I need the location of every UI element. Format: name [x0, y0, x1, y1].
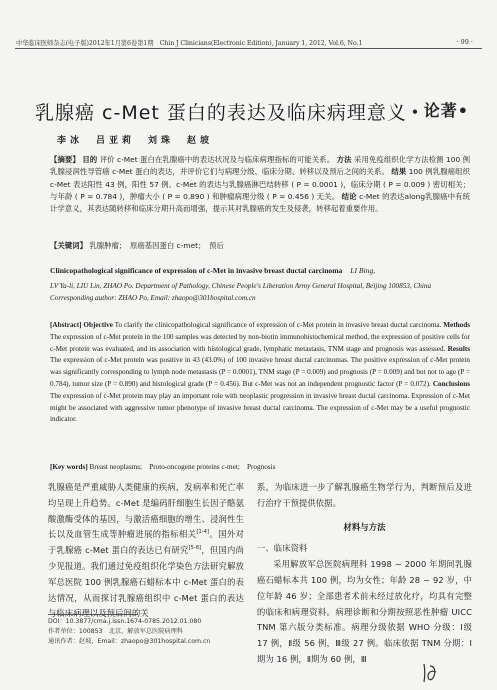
body-left-text-1: 乳腺癌是严重威胁人类健康的疾病，发病率和死亡率均呈现上升趋势。c-Met 是编码肝细胞生长因子酪氨酸激酶受体的基因，与激活癌细胞的增生、浸润性生长以及血管生成等肿瘤进展的指标相关 [48, 482, 244, 540]
journal-header: 中华临床医师杂志(电子版)2012年1月第6卷第1期 Chin J Clinicians(Electronic Edition), January 1, 2012, Vol.6, No.1 [16, 40, 363, 47]
results-text: 100 例乳腺癌组织 c-Met 表达阳性 43 例，阳性 57 例。c-Met 的表达与乳腺癌淋巴结转移 ( P = 0.0001 )，临床分期 ( P = 0.009 ) 密切相关；与年龄 ( P = 0.784 )，肿瘤大小 ( P = 0.890 ) 和肿瘤病理分级 ( P = 0.456 ) 无关。 [50, 167, 470, 201]
en-objective-label: Objective [83, 321, 113, 329]
keywords-label: 【关键词】 [50, 241, 87, 250]
body-left-text-2: 。国外对于乳腺癌 c-Met 蛋白的表达已有研究 [48, 529, 244, 556]
english-corresponding: Corresponding author: ZHAO Po, Email: zhaopo@301hospital.com.cn [50, 294, 256, 302]
methods-text: 采用免疫组织化学方法检测 100 例乳腺浸润性导管癌 c-Met 蛋白的表达，并评价它们与病理分级、临床分期、转移以及预后之间的关系。 [50, 155, 470, 177]
english-abstract [50, 320, 470, 426]
methods-heading: 材料与方法 [343, 521, 386, 532]
english-first-author: LI Bing, [350, 266, 376, 275]
footnote-rule [48, 614, 138, 615]
body-left-text-3: ，但国内尚少见报道。我们通过免疫组织化学染色方法研究解放军总医院 100 例乳腺癌石蜡标本中 c-Met 蛋白的表达情况，从而探讨乳腺癌组织中 c-Met 蛋白的表达与临床病理以及预后间的关 [48, 545, 244, 619]
keywords-text: 乳腺肿瘤； 原癌基因蛋白 c-met； 预后 [89, 241, 224, 250]
conclusion-text: c-Met 的表达along乳腺癌中有统计学意义，其表达随转移和临床分期升高而增强，提示其对乳腺癌的发生及侵袭，转移起着重要作用。 [50, 191, 470, 214]
page-number: · 99 · [456, 38, 473, 46]
english-keywords [50, 462, 275, 472]
english-authors [50, 280, 470, 304]
handwritten-mark [420, 660, 440, 684]
footnote-doi: DOI：10.3877/cma.j.issn.1674-0785.2012.01.080 [48, 618, 202, 625]
conclusion-label: 结论 [341, 191, 357, 201]
english-title-text: Clinicopathological significance of expression of c-Met in invasive breast ductal carcinoma [50, 266, 343, 275]
citation-2: [5-6] [188, 545, 202, 552]
en-results-label: Results [447, 344, 471, 353]
section-bullet: • [411, 105, 420, 119]
body-right-column [257, 480, 472, 668]
english-title [50, 266, 470, 275]
english-authors-line: LV Ya-li, LIU Lin, ZHAO Po. Department of Pathology, Chinese People's Liberation Army General Hospital, Beijing 100853, China [50, 282, 432, 290]
article-title: 乳腺癌 c-Met 蛋白的表达及临床病理意义 [35, 102, 407, 124]
authors: 李冰 吕亚莉 刘珠 赵坡 [57, 136, 214, 146]
en-keywords-label: [Key words] [50, 463, 88, 471]
objective-label: 目的 [82, 155, 98, 164]
methods-label: 方法 [336, 155, 352, 164]
section-text: 论著• [423, 101, 469, 120]
chinese-keywords [50, 240, 224, 251]
footnote-affiliation: 作者单位：100853 北京，解放军总医院病理科 [48, 628, 183, 635]
footnotes [48, 617, 244, 647]
body-right-text-1: 系，为临床进一步了解乳腺癌生物学行为，判断预后及进行治疗干预提供依据。 [257, 482, 472, 508]
citation-1: [1-4] [196, 529, 210, 536]
en-methods-text: The expression of c-Met protein in the 100 samples was detected by non-biotin immunohistochemical method, the expression of positive cells for c-Met protein was evaluated, and its association with histological grade, lymphatic metastasis, TNM stage and prognosis was assessed. [50, 332, 470, 353]
body-left-column [48, 480, 244, 622]
section-label [411, 98, 469, 121]
body-right-text-2: 采用解放军总医院病理科 1998 ~ 2000 年期间乳腺癌石蜡标本共 100 例，均为女性；年龄 28 ~ 92 岁，中位年龄 46 岁；全部患者术前未经过放化疗，均具有完整的临床和病理资料。病理诊断和分期按照恶性肿瘤 UICC TNM 第六版分类标准。病理分级依据 WHO 分级：Ⅰ级 17 例，Ⅱ级 56 例，Ⅲ级 27 例。临床依据 TNM 分期：Ⅰ期为 16 例，Ⅱ期为 60 例，Ⅲ [257, 559, 472, 664]
en-conclusions-text: The expression of c-Met protein may play an important role with neoplastic progression in invasive breast ductal carcinoma. Expression of c-Met might be associated with aggressive tumor phenotype of invasive breast ductal carcinoma. The expression of c-Met may be a useful prognostic indicator. [50, 391, 470, 424]
en-methods-label: Methods [443, 321, 471, 329]
en-conclusions-label: Conclusions [432, 379, 471, 388]
en-results-text: The expression of c-Met protein was positive in 43 (43.0%) of 100 invasive breast ductal carcinomas. The positive expression of c-Met protein was significantly corresponding to lymph node metastasis (P = 0.0001), TNM stage (P = 0.009) and prognosis (P = 0.009) and but not to age (P = 0.784), tumor size (P = 0.890) and histological grade (P = 0.456). But c-Met was not an independent prognostic factor (P = 0.072). [50, 356, 470, 388]
en-keywords-text: Breast neoplasms; Proto-oncogene proteins c-met; Prognosis [89, 463, 276, 471]
en-objective-text: To clarify the clinicopathological significance of expression of c-Met protein in invasive breast ductal carcinoma. [114, 321, 442, 329]
header-rule [15, 48, 482, 49]
results-label: 结果 [391, 167, 407, 177]
clinical-data-subheading: 一、临床资料 [257, 543, 308, 554]
en-abstract-label: [Abstract] [50, 321, 82, 329]
footnote-corresponding: 通讯作者：赵坡，Email：zhaopo@301hospital.com.cn [48, 638, 211, 645]
chinese-abstract [50, 154, 470, 215]
abstract-label: 【摘要】 [50, 155, 80, 164]
objective-text: 评价 c-Met 蛋白在乳腺癌中的表达状况及与临床病理指标的可能关系。 [99, 155, 335, 164]
